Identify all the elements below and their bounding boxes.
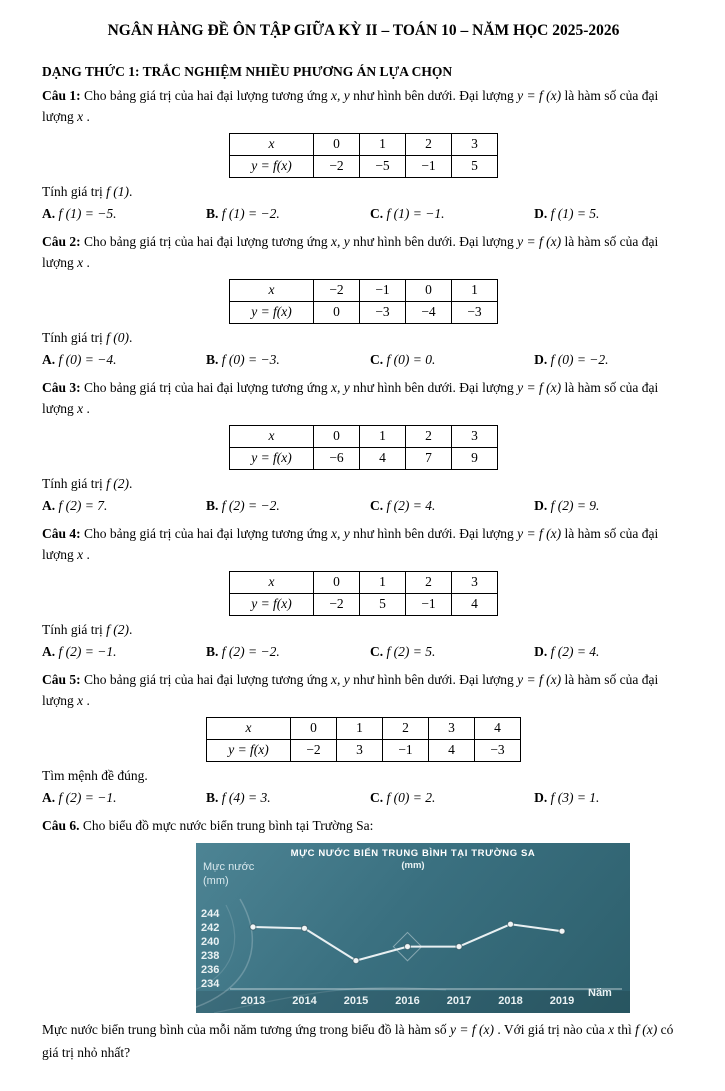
y-tick-label: 240 — [201, 936, 220, 948]
option-expression: f (0) = −4. — [58, 352, 117, 368]
table-cell: 3 — [452, 425, 498, 447]
table-cell: 0 — [314, 571, 360, 593]
table-row-header: y = f(x) — [230, 155, 314, 177]
chart-title: MỰC NƯỚC BIỂN TRUNG BÌNH TẠI TRƯỜNG SA — [290, 848, 536, 859]
intro-text: như hình bên dưới. Đại lượng — [349, 526, 518, 542]
table-cell: 2 — [406, 133, 452, 155]
intro-text: là hàm số của đại lượng — [42, 672, 659, 708]
options-row — [42, 204, 685, 225]
intro-text: Cho biểu đồ mực nước biển trung bình tại Trường Sa: — [82, 818, 374, 834]
question-label: Câu 1: — [42, 88, 81, 103]
table-row-header: y = f(x) — [230, 447, 314, 469]
answer-option — [370, 496, 534, 517]
option-letter: B. — [206, 498, 219, 514]
question-text — [42, 378, 685, 420]
answer-option — [206, 788, 370, 809]
answer-option — [42, 496, 206, 517]
option-letter: C. — [370, 206, 384, 222]
intro-text: như hình bên dưới. Đại lượng — [349, 672, 518, 688]
ask-text: . — [129, 621, 133, 637]
option-expression: f (2) = 7. — [58, 498, 108, 514]
answer-option — [206, 204, 370, 225]
table-row-header: x — [230, 571, 314, 593]
intro-text: Cho bảng giá trị của hai đại lượng tương ứng — [84, 526, 331, 542]
answer-option — [370, 642, 534, 663]
answer-option — [42, 642, 206, 663]
option-expression: f (4) = 3. — [221, 790, 271, 806]
answer-option — [206, 642, 370, 663]
data-point — [559, 928, 565, 934]
option-letter: D. — [534, 206, 548, 222]
option-letter: D. — [534, 790, 548, 806]
table-row-header: y = f(x) — [230, 301, 314, 323]
question-block-5 — [42, 670, 685, 809]
footer-text: có giá trị nhỏ nhất? — [42, 1022, 674, 1060]
table-cell: 3 — [429, 717, 475, 739]
options-row — [42, 350, 685, 371]
intro-text: . — [83, 254, 90, 270]
question-ask — [42, 766, 685, 786]
table-cell: −1 — [406, 155, 452, 177]
question-block-6 — [42, 816, 685, 1065]
option-expression: f (2) = 4. — [386, 498, 436, 514]
math-x: x — [77, 254, 84, 270]
data-point — [405, 944, 411, 950]
intro-text: như hình bên dưới. Đại lượng — [349, 234, 518, 250]
answer-option — [42, 204, 206, 225]
question-text — [42, 670, 685, 712]
option-expression: f (0) = 0. — [386, 352, 436, 368]
option-expression: f (2) = −2. — [221, 498, 280, 514]
option-expression: f (2) = 4. — [550, 644, 600, 660]
table-cell: 5 — [452, 155, 498, 177]
option-letter: C. — [370, 644, 384, 660]
ask-text: . — [129, 183, 133, 199]
footer-text: thì — [614, 1022, 636, 1037]
question-text — [42, 86, 685, 128]
option-expression: f (2) = 9. — [550, 498, 600, 514]
option-letter: A. — [42, 644, 56, 660]
math-xy: x, y — [330, 88, 350, 103]
question-text — [42, 232, 685, 274]
table-cell: 0 — [314, 301, 360, 323]
answer-option — [206, 350, 370, 371]
math-yfx: y = f (x) — [517, 234, 562, 250]
table-cell: 3 — [452, 133, 498, 155]
ask-expression: f (1) — [106, 183, 129, 199]
intro-text: . — [83, 400, 90, 416]
math-yfx: y = f (x) — [449, 1022, 494, 1037]
table-cell: 2 — [406, 571, 452, 593]
chart-y-axis-label — [203, 860, 254, 889]
intro-text: Cho bảng giá trị của hai đại lượng tương ứng — [84, 672, 331, 688]
question-text — [42, 816, 685, 837]
table-cell: 1 — [360, 425, 406, 447]
table-row — [230, 425, 498, 447]
answer-option — [370, 788, 534, 809]
table-row — [230, 155, 498, 177]
math-yfx: y = f (x) — [517, 672, 562, 688]
footer-text: Mực nước biển trung bình của mỗi năm tương ứng trong biểu đồ là hàm số — [42, 1022, 450, 1037]
option-expression: f (0) = −2. — [550, 352, 609, 368]
option-letter: D. — [534, 644, 548, 660]
intro-text: . — [83, 546, 90, 562]
intro-text: Cho bảng giá trị của hai đại lượng tương ứng — [84, 88, 331, 103]
question-label: Câu 2: — [42, 234, 81, 250]
section-heading: DẠNG THỨC 1: TRẮC NGHIỆM NHIỀU PHƯƠNG ÁN LỰA CHỌN — [42, 64, 453, 79]
table-cell: −1 — [406, 593, 452, 615]
data-point — [250, 924, 256, 930]
table-cell: 4 — [429, 739, 475, 761]
intro-text: Cho bảng giá trị của hai đại lượng tương ứng — [84, 234, 331, 250]
y-tick-label: 234 — [201, 978, 220, 990]
option-letter: A. — [42, 498, 56, 514]
page-title: NGÂN HÀNG ĐỀ ÔN TẬP GIỮA KỲ II – TOÁN 10 – NĂM HỌC 2025-2026 — [107, 22, 620, 39]
answer-option — [370, 204, 534, 225]
x-tick-label: 2014 — [292, 995, 317, 1007]
math-fx: f (x) — [635, 1022, 658, 1037]
footer-text: . Với giá trị nào của — [493, 1022, 609, 1037]
answer-option — [534, 496, 685, 517]
answer-option — [42, 788, 206, 809]
question-label: Câu 5: — [42, 672, 81, 688]
math-xy: x, y — [330, 526, 350, 542]
y-tick-label: 244 — [201, 908, 220, 920]
table-row — [230, 279, 498, 301]
x-tick-label: 2016 — [395, 995, 420, 1007]
table-row-header: x — [230, 133, 314, 155]
answer-option — [534, 350, 685, 371]
math-x: x — [77, 400, 84, 416]
intro-text: . — [83, 692, 90, 708]
option-letter: D. — [534, 352, 548, 368]
value-table — [229, 279, 498, 324]
question-ask — [42, 620, 685, 640]
table-cell: 4 — [475, 717, 521, 739]
table-cell: 1 — [360, 133, 406, 155]
answer-option — [42, 350, 206, 371]
value-table — [229, 133, 498, 178]
table-cell: −3 — [475, 739, 521, 761]
ask-text: . — [129, 329, 133, 345]
math-xy: x, y — [330, 672, 350, 688]
answer-option — [534, 642, 685, 663]
math-xy: x, y — [330, 234, 350, 250]
table-cell: 2 — [406, 425, 452, 447]
table-cell: −3 — [452, 301, 498, 323]
intro-text: như hình bên dưới. Đại lượng — [349, 88, 518, 103]
option-expression: f (2) = 5. — [386, 644, 436, 660]
table-row — [207, 717, 521, 739]
ask-text: Tính giá trị — [42, 621, 107, 637]
question-label: Câu 4: — [42, 526, 81, 542]
question-6-text — [42, 1019, 685, 1065]
option-letter: C. — [370, 498, 384, 514]
option-expression: f (0) = −3. — [221, 352, 280, 368]
table-row — [230, 447, 498, 469]
option-expression: f (3) = 1. — [550, 790, 600, 806]
table-cell: 2 — [383, 717, 429, 739]
x-tick-label: 2013 — [240, 995, 266, 1007]
table-row — [230, 133, 498, 155]
question-block-4 — [42, 524, 685, 663]
table-row-header: y = f(x) — [207, 739, 291, 761]
option-expression: f (1) = −5. — [58, 206, 117, 222]
table-row — [207, 739, 521, 761]
value-table — [229, 425, 498, 470]
table-cell: −1 — [360, 279, 406, 301]
question-ask — [42, 182, 685, 202]
option-letter: D. — [534, 498, 548, 514]
option-letter: A. — [42, 352, 56, 368]
table-cell: −1 — [383, 739, 429, 761]
options-row — [42, 496, 685, 517]
table-cell: 1 — [337, 717, 383, 739]
option-letter: B. — [206, 206, 219, 222]
option-expression: f (1) = −1. — [386, 206, 445, 222]
table-row-header: x — [230, 279, 314, 301]
table-row — [230, 301, 498, 323]
intro-text: Cho bảng giá trị của hai đại lượng tương ứng — [84, 380, 331, 396]
option-expression: f (2) = −1. — [58, 790, 117, 806]
table-cell: −2 — [314, 155, 360, 177]
ask-text: Tính giá trị — [42, 183, 107, 199]
table-cell: 0 — [291, 717, 337, 739]
question-label: Câu 6. — [42, 818, 80, 834]
math-yfx: y = f (x) — [517, 88, 562, 103]
intro-text: là hàm số của đại lượng — [42, 526, 659, 562]
math-x: x — [77, 108, 84, 124]
table-cell: 3 — [337, 739, 383, 761]
math-yfx: y = f (x) — [517, 380, 562, 396]
table-cell: −3 — [360, 301, 406, 323]
question-block-1 — [42, 86, 685, 225]
table-cell: 3 — [452, 571, 498, 593]
option-expression: f (1) = 5. — [550, 206, 600, 222]
ask-expression: f (2) — [106, 475, 129, 491]
y-tick-label: 242 — [201, 922, 220, 934]
sea-level-chart — [196, 843, 630, 1013]
y-axis-label-line2: (mm) — [203, 875, 229, 888]
options-row — [42, 788, 685, 809]
question-block-3 — [42, 378, 685, 517]
option-expression: f (1) = −2. — [221, 206, 280, 222]
question-text — [42, 524, 685, 566]
option-letter: B. — [206, 352, 219, 368]
math-xy: x, y — [330, 380, 350, 396]
intro-text: như hình bên dưới. Đại lượng — [349, 380, 518, 396]
option-expression: f (0) = 2. — [386, 790, 436, 806]
option-letter: A. — [42, 790, 56, 806]
answer-option — [534, 204, 685, 225]
intro-text: là hàm số của đại lượng — [42, 234, 659, 270]
table-cell: 5 — [360, 593, 406, 615]
ask-text: . — [129, 475, 133, 491]
table-cell: −5 — [360, 155, 406, 177]
data-point — [508, 921, 514, 927]
intro-text: . — [83, 108, 90, 124]
math-yfx: y = f (x) — [517, 526, 562, 542]
table-cell: 7 — [406, 447, 452, 469]
option-letter: A. — [42, 206, 56, 222]
table-cell: 1 — [452, 279, 498, 301]
option-letter: B. — [206, 644, 219, 660]
table-cell: 4 — [452, 593, 498, 615]
table-cell: −2 — [314, 279, 360, 301]
y-tick-label: 236 — [201, 964, 220, 976]
table-row-header: y = f(x) — [230, 593, 314, 615]
answer-option — [206, 496, 370, 517]
table-cell: −2 — [314, 593, 360, 615]
options-row — [42, 642, 685, 663]
value-table — [229, 571, 498, 616]
x-tick-label: 2017 — [446, 995, 472, 1007]
data-point — [456, 944, 462, 950]
data-point — [353, 958, 359, 964]
question-label: Câu 3: — [42, 380, 81, 396]
option-letter: C. — [370, 352, 384, 368]
y-axis-label-line1: Mực nước — [203, 861, 255, 873]
intro-text: là hàm số của đại lượng — [42, 88, 659, 124]
table-cell: −2 — [291, 739, 337, 761]
ask-expression: f (2) — [106, 621, 129, 637]
question-block-2 — [42, 232, 685, 371]
x-tick-label: 2018 — [498, 995, 523, 1007]
table-cell: 0 — [314, 425, 360, 447]
ask-text: Tính giá trị — [42, 329, 107, 345]
question-ask — [42, 474, 685, 494]
ask-text: Tìm mệnh đề đúng. — [42, 767, 148, 783]
table-cell: −6 — [314, 447, 360, 469]
option-expression: f (2) = −2. — [221, 644, 280, 660]
math-x: x — [608, 1022, 615, 1037]
option-expression: f (2) = −1. — [58, 644, 117, 660]
value-table — [206, 717, 521, 762]
table-cell: 0 — [314, 133, 360, 155]
option-letter: C. — [370, 790, 384, 806]
intro-text: là hàm số của đại lượng — [42, 380, 659, 416]
question-ask — [42, 328, 685, 348]
table-cell: 4 — [360, 447, 406, 469]
table-row — [230, 593, 498, 615]
answer-option — [534, 788, 685, 809]
table-cell: 1 — [360, 571, 406, 593]
x-tick-label: 2015 — [343, 995, 369, 1007]
table-row-header: x — [230, 425, 314, 447]
table-cell: −4 — [406, 301, 452, 323]
table-row — [230, 571, 498, 593]
math-x: x — [77, 692, 84, 708]
ask-expression: f (0) — [106, 329, 129, 345]
chart-subtitle: (mm) — [401, 860, 425, 871]
table-cell: 0 — [406, 279, 452, 301]
math-x: x — [77, 546, 84, 562]
option-letter: B. — [206, 790, 219, 806]
ask-text: Tính giá trị — [42, 475, 107, 491]
answer-option — [370, 350, 534, 371]
x-axis-name: Năm — [588, 987, 612, 999]
table-cell: 9 — [452, 447, 498, 469]
table-row-header: x — [207, 717, 291, 739]
x-tick-label: 2019 — [549, 995, 575, 1007]
trend-line — [253, 924, 562, 960]
data-point — [302, 925, 308, 931]
y-tick-label: 238 — [201, 950, 220, 962]
